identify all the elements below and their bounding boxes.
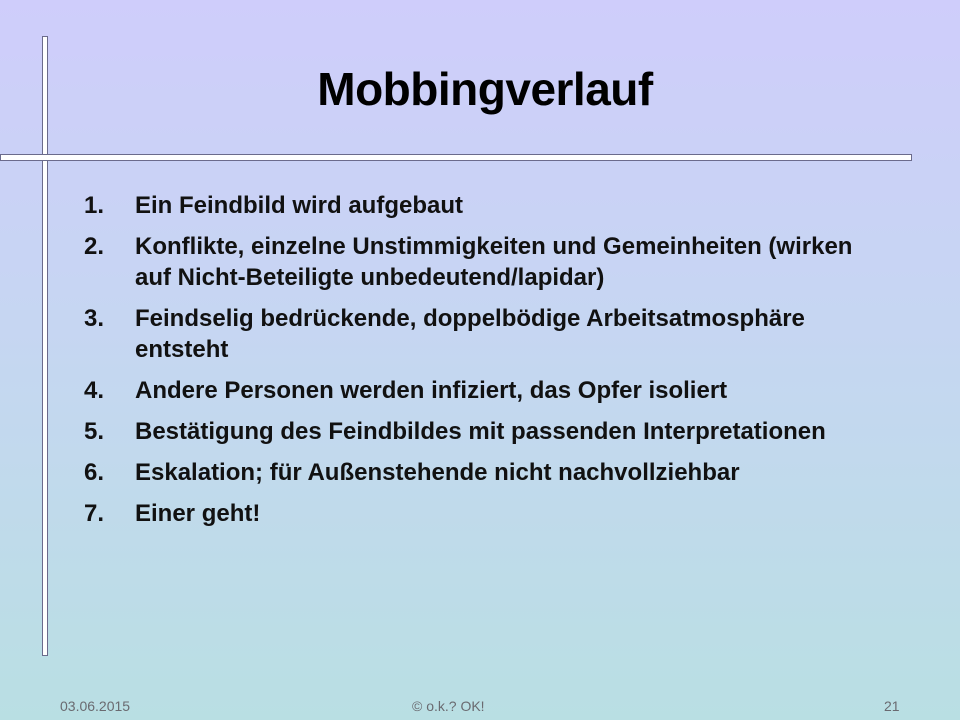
list-item-number: 1. (84, 192, 105, 219)
list-item (84, 190, 884, 221)
list-item (84, 303, 884, 365)
vertical-decor-line (42, 36, 48, 656)
list-item-number: 3. (84, 305, 105, 332)
list-item-number: 5. (84, 418, 105, 445)
list-item-number: 2. (84, 233, 105, 260)
horizontal-decor-line (0, 154, 912, 161)
list-item-text: Ein Feindbild wird aufgebaut (135, 192, 463, 219)
list-item-text: Einer geht! (135, 500, 261, 527)
list-item (84, 231, 884, 293)
list-item (84, 416, 884, 447)
slide-title: Mobbingverlauf (317, 63, 653, 115)
footer-date: 03.06.2015 (60, 698, 131, 714)
footer-copyright: © o.k.? OK! (412, 698, 485, 714)
list-item-text: Andere Personen werden infiziert, das Opfer isoliert (135, 377, 728, 404)
list-item-number: 4. (84, 377, 105, 404)
list-item (84, 498, 884, 529)
list-item-text: Bestätigung des Feindbildes mit passenden Interpretationen (135, 418, 826, 445)
list-item-number: 6. (84, 459, 105, 486)
footer-page-number: 21 (884, 698, 900, 714)
list-item (84, 457, 884, 488)
list-item (84, 375, 884, 406)
numbered-list (84, 190, 884, 539)
list-item-text: Eskalation; für Außenstehende nicht nachvollziehbar (135, 459, 740, 486)
list-item-text: Feindselig bedrückende, doppelbödige Arbeitsatmosphäre entsteht (135, 305, 805, 363)
list-item-number: 7. (84, 500, 105, 527)
list-item-text: Konflikte, einzelne Unstimmigkeiten und Gemeinheiten (wirken auf Nicht-Beteiligte unbedeutend/lapidar) (135, 233, 853, 291)
